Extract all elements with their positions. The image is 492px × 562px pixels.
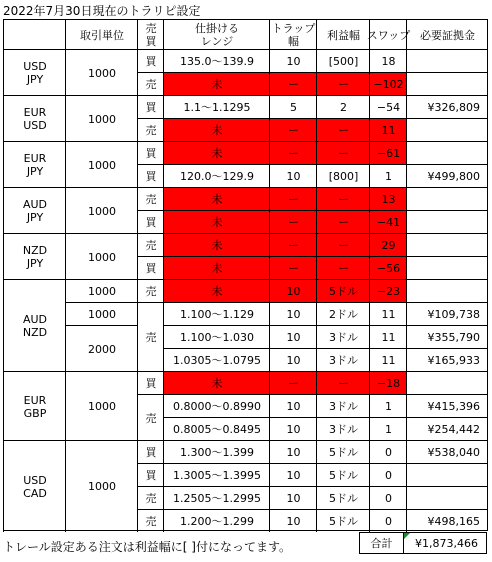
pair-name (3, 371, 66, 441)
pair-name-line: AUD (22, 198, 48, 211)
margin-cell (406, 72, 488, 96)
trap-cell: 10 (269, 279, 317, 303)
profit-cell: 5ドル (316, 440, 370, 464)
swap-cell: 1 (369, 394, 407, 418)
pair-name (3, 49, 66, 96)
side-cell: 買 (137, 463, 164, 487)
pair-name-line: GBP (23, 406, 47, 420)
swap-cell: −41 (369, 210, 407, 234)
swap-cell: 0 (369, 486, 407, 510)
side-cell: 買 (137, 210, 164, 234)
side-cell: 買 (137, 440, 164, 464)
range-cell: 未 (163, 118, 270, 142)
margin-cell (406, 486, 488, 510)
margin-cell (406, 187, 488, 211)
lot-cell: 1000 (65, 187, 138, 234)
lot-cell: 1000 (65, 95, 138, 142)
pair-name-line: USD (23, 119, 47, 132)
side-cell: 売 (137, 509, 164, 532)
total-value: ¥1,873,466 (403, 532, 487, 554)
settings-table (3, 19, 487, 531)
swap-cell: −23 (369, 279, 407, 303)
lot-cell: 2000 (65, 325, 138, 372)
side-cell: 売 (137, 394, 164, 441)
margin-cell: ¥499,800 (406, 164, 488, 188)
margin-cell: ¥165,933 (406, 348, 488, 372)
lot-cell: 1000 (65, 440, 138, 532)
margin-cell: ¥538,040 (406, 440, 488, 464)
margin-cell: ¥498,165 (406, 509, 488, 532)
side-cell: 買 (137, 371, 164, 395)
range-cell: 未 (163, 72, 270, 96)
pair-name (3, 187, 66, 234)
swap-cell: 18 (369, 49, 407, 73)
trap-cell: 10 (269, 348, 317, 372)
trap-cell: 10 (269, 440, 317, 464)
range-cell: 1.0305〜1.0795 (163, 348, 270, 372)
profit-cell: ー (316, 72, 370, 96)
swap-cell: −61 (369, 141, 407, 165)
header-trap-line: 幅 (288, 35, 299, 48)
side-cell: 買 (137, 49, 164, 73)
swap-cell: 13 (369, 187, 407, 211)
header-lot: 取引単位 (65, 19, 138, 50)
pair-name (3, 233, 66, 280)
trap-cell: 10 (269, 486, 317, 510)
lot-cell: 1000 (65, 141, 138, 188)
swap-cell: −56 (369, 256, 407, 280)
trap-cell: 10 (269, 49, 317, 73)
range-cell: 未 (163, 210, 270, 234)
range-cell: 1.2505〜1.2995 (163, 486, 270, 510)
cell-corner-marker (404, 533, 410, 539)
profit-cell: 3ドル (316, 325, 370, 349)
pair-name-line: NZD (22, 326, 48, 339)
header-range-line: レンジ (200, 35, 234, 48)
swap-cell: −102 (369, 72, 407, 96)
side-cell: 売 (137, 187, 164, 211)
profit-cell: 2 (316, 95, 370, 119)
range-cell: 未 (163, 187, 270, 211)
profit-cell: 2ドル (316, 302, 370, 326)
profit-cell: 5ドル (316, 279, 370, 303)
header-range-line: 仕掛ける (195, 22, 239, 35)
profit-cell: ー (316, 187, 370, 211)
trap-cell: ー (269, 210, 317, 234)
pair-name-line: EUR (23, 152, 47, 165)
margin-cell (406, 256, 488, 280)
range-cell: 120.0〜129.9 (163, 164, 270, 188)
swap-cell: 0 (369, 463, 407, 487)
table-border-bottom (3, 530, 488, 531)
side-cell: 売 (137, 233, 164, 257)
profit-cell: 3ドル (316, 394, 370, 418)
trap-cell: 10 (269, 325, 317, 349)
swap-cell: 0 (369, 509, 407, 532)
range-cell: 0.8005〜0.8495 (163, 417, 270, 441)
swap-cell: 11 (369, 302, 407, 326)
side-cell: 買 (137, 95, 164, 119)
table-border-right (487, 19, 488, 531)
footer-note: トレール設定ある注文は利益幅に[ ]付になってます。 (3, 540, 291, 554)
margin-cell (406, 233, 488, 257)
margin-cell (406, 210, 488, 234)
pair-name-line: CAD (23, 486, 47, 500)
header-trap-line: トラップ (271, 22, 316, 35)
trap-cell: ー (269, 72, 317, 96)
header-side (137, 19, 164, 50)
margin-cell: ¥326,809 (406, 95, 488, 119)
pair-name-line: NZD (22, 244, 48, 257)
swap-cell: 11 (369, 325, 407, 349)
range-cell: 1.1〜1.1295 (163, 95, 270, 119)
margin-cell: ¥254,442 (406, 417, 488, 441)
side-cell: 売 (137, 72, 164, 96)
header-range (163, 19, 270, 50)
trap-cell: ー (269, 187, 317, 211)
range-cell: 1.100〜1.129 (163, 302, 270, 326)
range-cell: 1.300〜1.399 (163, 440, 270, 464)
profit-cell: ー (316, 141, 370, 165)
swap-cell: −54 (369, 95, 407, 119)
pair-name-line: EUR (23, 393, 47, 407)
swap-cell: 1 (369, 164, 407, 188)
margin-cell: ¥109,738 (406, 302, 488, 326)
margin-cell (406, 371, 488, 395)
swap-cell: 29 (369, 233, 407, 257)
profit-cell: ー (316, 233, 370, 257)
margin-cell: ¥415,396 (406, 394, 488, 418)
side-cell: 売 (137, 302, 164, 372)
trap-cell: ー (269, 233, 317, 257)
profit-cell: 3ドル (316, 417, 370, 441)
lot-cell: 1000 (65, 279, 138, 303)
range-cell: 未 (163, 141, 270, 165)
lot-cell: 1000 (65, 302, 138, 326)
margin-cell (406, 118, 488, 142)
margin-cell (406, 49, 488, 73)
range-cell: 0.8000〜0.8990 (163, 394, 270, 418)
trap-cell: 10 (269, 164, 317, 188)
swap-cell: −18 (369, 371, 407, 395)
swap-cell: 0 (369, 440, 407, 464)
range-cell: 1.3005〜1.3995 (163, 463, 270, 487)
pair-name (3, 141, 66, 188)
pair-name (3, 440, 66, 532)
trap-cell: 10 (269, 463, 317, 487)
profit-cell: 5ドル (316, 509, 370, 532)
lot-cell: 1000 (65, 233, 138, 280)
margin-cell (406, 279, 488, 303)
total-label: 合計 (359, 532, 404, 554)
lot-cell: 1000 (65, 49, 138, 96)
trap-cell: 10 (269, 509, 317, 532)
pair-name-line: JPY (26, 73, 44, 86)
swap-cell: 1 (369, 417, 407, 441)
range-cell: 1.200〜1.299 (163, 509, 270, 532)
trap-cell: ー (269, 141, 317, 165)
pair-name-line: JPY (26, 211, 44, 224)
trap-cell: 10 (269, 394, 317, 418)
side-cell: 買 (137, 256, 164, 280)
range-cell: 135.0〜139.9 (163, 49, 270, 73)
trap-cell: 10 (269, 417, 317, 441)
range-cell: 未 (163, 233, 270, 257)
header-pair (3, 19, 66, 50)
side-cell: 売 (137, 118, 164, 142)
header-side-line: 買 (145, 35, 157, 48)
trap-cell: 5 (269, 95, 317, 119)
range-cell: 1.100〜1.030 (163, 325, 270, 349)
profit-cell: ー (316, 118, 370, 142)
profit-cell: ー (316, 256, 370, 280)
profit-cell: [500] (316, 49, 370, 73)
pair-name-line: USD (23, 60, 47, 73)
trap-cell: ー (269, 256, 317, 280)
margin-cell: ¥355,790 (406, 325, 488, 349)
page-title: 2022年7月30日現在のトラリピ設定 (3, 4, 201, 18)
trap-cell: 10 (269, 302, 317, 326)
profit-cell: ー (316, 371, 370, 395)
pair-name-line: EUR (23, 106, 47, 119)
header-side-line: 売 (145, 22, 157, 35)
swap-cell: 11 (369, 348, 407, 372)
side-cell: 売 (137, 486, 164, 510)
range-cell: 未 (163, 371, 270, 395)
pair-name (3, 95, 66, 142)
range-cell: 未 (163, 256, 270, 280)
side-cell: 買 (137, 164, 164, 188)
pair-name-line: JPY (26, 165, 44, 178)
trap-cell: ー (269, 371, 317, 395)
header-swap: スワップ (369, 19, 407, 50)
profit-cell: 3ドル (316, 348, 370, 372)
pair-name-line: USD (23, 473, 47, 487)
header-profit: 利益幅 (316, 19, 370, 50)
profit-cell: [800] (316, 164, 370, 188)
pair-name (3, 279, 66, 372)
side-cell: 買 (137, 141, 164, 165)
profit-cell: 5ドル (316, 463, 370, 487)
profit-cell: ー (316, 210, 370, 234)
side-cell: 売 (137, 279, 164, 303)
swap-cell: 11 (369, 118, 407, 142)
pair-name-line: AUD (22, 313, 48, 326)
header-trap (269, 19, 317, 50)
profit-cell: 5ドル (316, 486, 370, 510)
header-margin: 必要証拠金 (406, 19, 488, 50)
margin-cell (406, 463, 488, 487)
lot-cell: 1000 (65, 371, 138, 441)
trap-cell: ー (269, 118, 317, 142)
range-cell: 未 (163, 279, 270, 303)
margin-cell (406, 141, 488, 165)
pair-name-line: JPY (26, 257, 44, 270)
